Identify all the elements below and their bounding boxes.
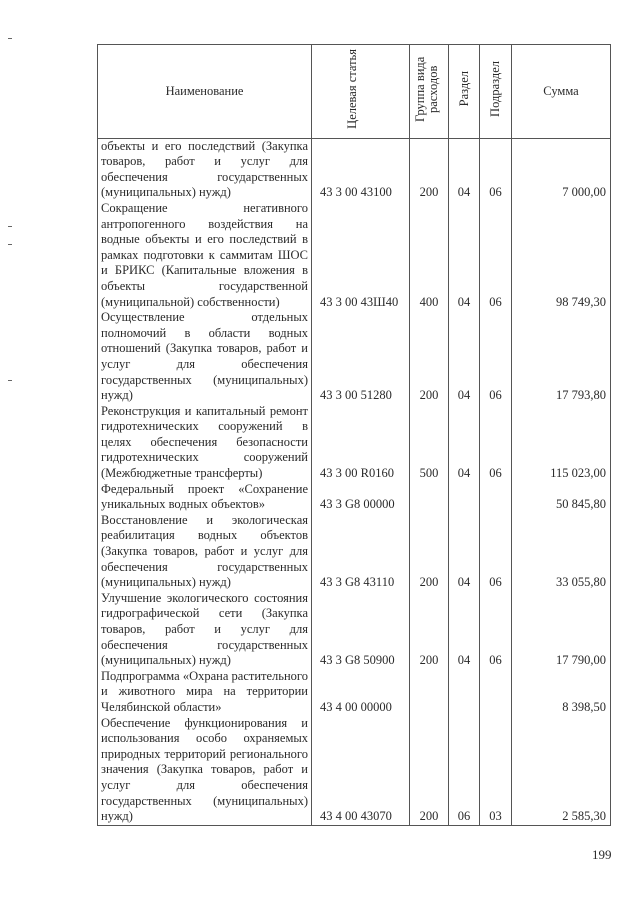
margin-mark [8,244,12,245]
row-target-article: 43 3 00 51280 [312,310,410,404]
table-row [98,716,611,826]
row-subsection [480,482,512,513]
row-name: Улучшение экологического состояния гидрографической сети (Закупка товаров, работ и услуг для обеспечения государственных (муниципальных) нужд) [98,591,312,669]
row-name: объекты и его последствий (Закупка товаров, работ и услуг для обеспечения государственных (муниципальных) нужд) [98,138,312,201]
row-section: 04 [449,310,480,404]
row-target-article: 43 3 G8 43110 [312,513,410,591]
row-name: Подпрограмма «Охрана растительного и животного мира на территории Челябинской области» [98,669,312,716]
row-target-article: 43 3 00 43Ш40 [312,201,410,310]
row-subsection: 06 [480,513,512,591]
row-sum: 7 000,00 [512,138,611,201]
row-subsection: 06 [480,138,512,201]
row-target-article: 43 3 G8 50900 [312,591,410,669]
row-section: 04 [449,591,480,669]
row-sum: 17 793,80 [512,310,611,404]
row-target-article: 43 4 00 00000 [312,669,410,716]
table-row [98,513,611,591]
row-target-article: 43 3 00 R0160 [312,404,410,482]
row-subsection: 06 [480,310,512,404]
row-target-article: 43 4 00 43070 [312,716,410,826]
table-row [98,138,611,201]
row-subsection: 06 [480,591,512,669]
budget-table [97,44,611,826]
table-body [98,138,611,825]
row-sum: 98 749,30 [512,201,611,310]
row-section: 04 [449,404,480,482]
row-sum: 8 398,50 [512,669,611,716]
row-expense-group: 200 [410,591,449,669]
table-header-row [98,45,611,139]
header-target-article: Целевая статья [312,45,410,139]
table-row [98,482,611,513]
row-expense-group: 200 [410,138,449,201]
row-target-article: 43 3 00 43100 [312,138,410,201]
row-expense-group [410,669,449,716]
header-sum: Сумма [512,45,611,139]
row-sum: 17 790,00 [512,591,611,669]
row-name: Сокращение негативного антропогенного воздействия на водные объекты и его последствий в рамках подготовки к саммитам ШОС и БРИКС (Капитальные вложения в объекты государственной (муниципальной) собственности) [98,201,312,310]
row-name: Федеральный проект «Сохранение уникальных водных объектов» [98,482,312,513]
header-subsection: Подраздел [480,45,512,139]
row-name: Восстановление и экологическая реабилитация водных объектов (Закупка товаров, работ и услуг для обеспечения государственных (муниципальных) нужд) [98,513,312,591]
row-expense-group: 200 [410,513,449,591]
row-subsection: 06 [480,201,512,310]
margin-mark [8,380,12,381]
row-sum: 50 845,80 [512,482,611,513]
page-number: 199 [592,847,612,862]
row-section [449,669,480,716]
header-name: Наименование [98,45,312,139]
table-row [98,201,611,310]
margin-mark [8,226,12,227]
row-name: Обеспечение функционирования и использования особо охраняемых природных территорий регионального значения (Закупка товаров, работ и услуг для обеспечения государственных (муниципальных) нужд) [98,716,312,826]
row-name: Реконструкция и капитальный ремонт гидротехнических сооружений в целях обеспечения безопасности гидротехнических сооружений (Межбюджетные трансферты) [98,404,312,482]
row-section: 04 [449,138,480,201]
row-sum: 115 023,00 [512,404,611,482]
table-row [98,669,611,716]
row-subsection: 06 [480,404,512,482]
row-name: Осуществление отдельных полномочий в области водных отношений (Закупка товаров, работ и услуг для обеспечения государственных (муниципальных) нужд) [98,310,312,404]
table-row [98,591,611,669]
row-section: 04 [449,201,480,310]
row-expense-group [410,482,449,513]
row-expense-group: 200 [410,716,449,826]
row-subsection [480,669,512,716]
row-expense-group: 500 [410,404,449,482]
header-section: Раздел [449,45,480,139]
row-expense-group: 400 [410,201,449,310]
margin-mark [8,38,12,39]
row-target-article: 43 3 G8 00000 [312,482,410,513]
table-row [98,310,611,404]
row-sum: 2 585,30 [512,716,611,826]
row-section [449,482,480,513]
row-section: 06 [449,716,480,826]
row-subsection: 03 [480,716,512,826]
table-row [98,404,611,482]
row-expense-group: 200 [410,310,449,404]
header-expense-group: Группа вида расходов [410,45,449,139]
row-sum: 33 055,80 [512,513,611,591]
row-section: 04 [449,513,480,591]
